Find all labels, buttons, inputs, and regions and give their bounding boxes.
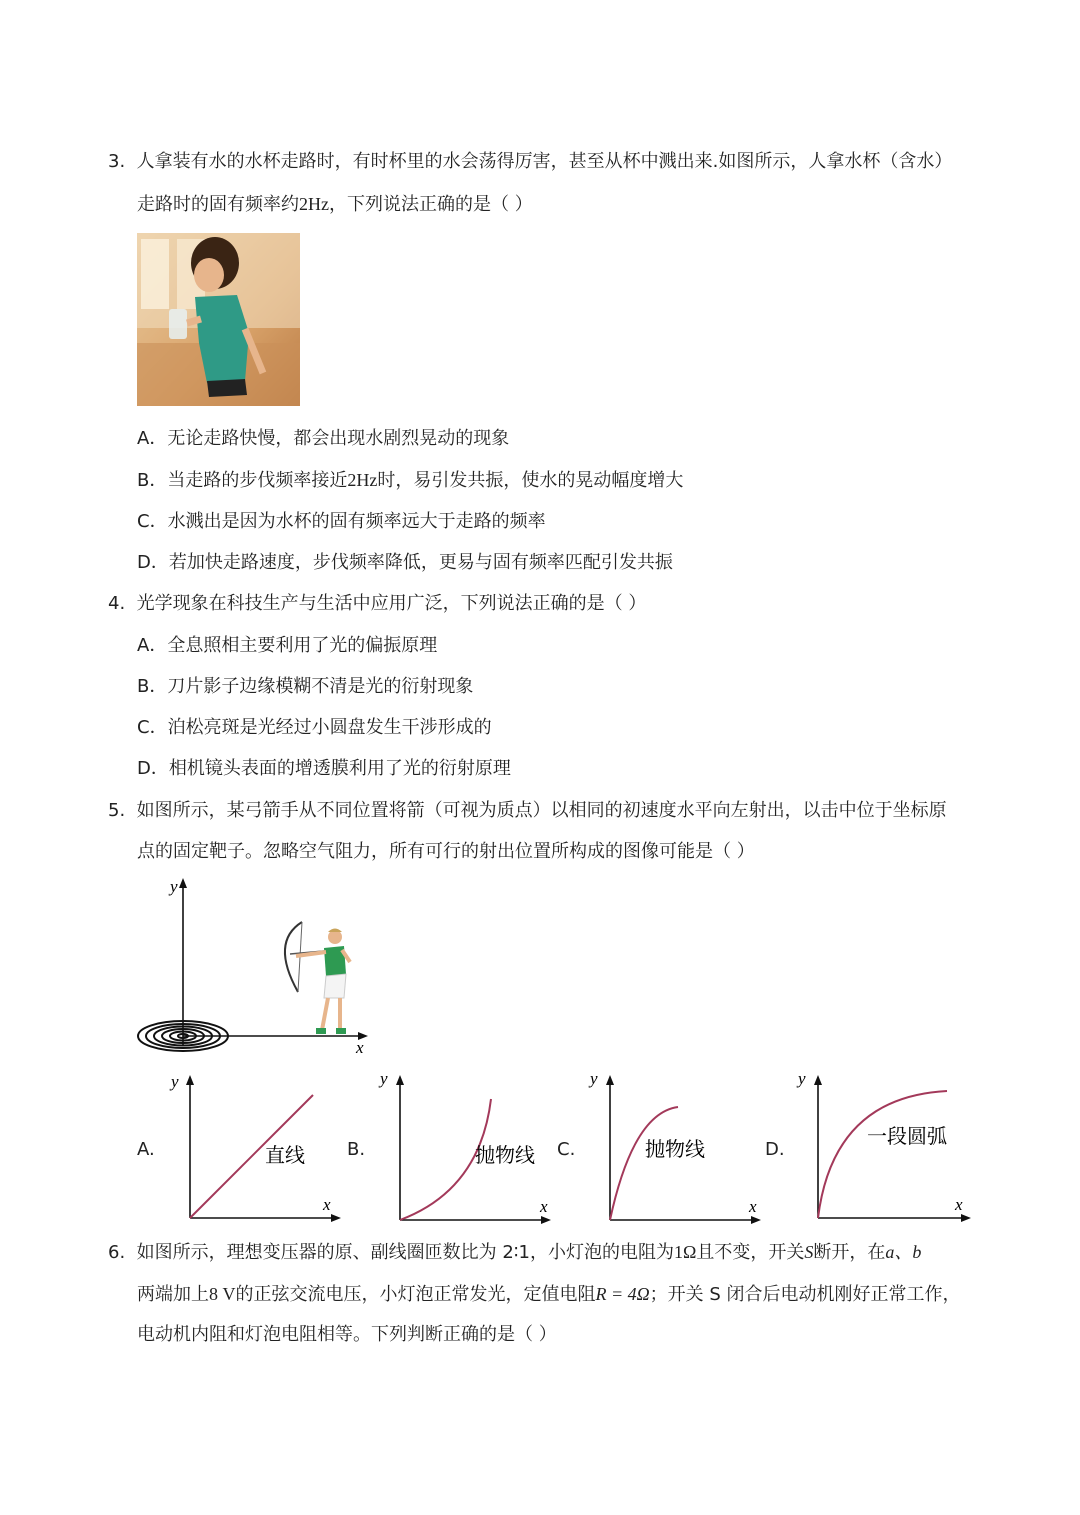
q3-text-2-post: ，下列说法正确的是（ ）	[329, 194, 533, 215]
graph-d-option: D.	[765, 1139, 785, 1160]
figure-y-label: y	[170, 877, 178, 896]
q3-option-b-frequency: 2Hz	[347, 470, 378, 490]
graph-d-arc	[818, 1091, 947, 1218]
q6-l2-c: ；开关 S 闭合后电动机刚好正常工作，	[649, 1284, 961, 1305]
graph-b-x-label: x	[540, 1197, 548, 1216]
q6-switch-s: S	[804, 1242, 814, 1262]
q4-line	[108, 592, 646, 616]
q4-option-d: D．相机镜头表面的增透膜利用了光的衍射原理	[137, 758, 511, 779]
q3-option-b	[137, 468, 683, 493]
q6-line-2	[137, 1282, 961, 1307]
q3-option-a: A．无论走路快慢，都会出现水剧烈晃动的现象	[137, 428, 510, 449]
archer-figure	[285, 922, 350, 1034]
graph-c-parabola	[610, 1107, 678, 1220]
archer-target-figure	[130, 870, 380, 1060]
graph-b-option: B.	[347, 1139, 366, 1160]
q4-option-a: A．全息照相主要利用了光的偏振原理	[137, 635, 438, 656]
q3-line-2	[137, 192, 533, 217]
q6-l2-b: 的正弦交流电压，小灯泡正常发光，定值电阻	[235, 1284, 596, 1305]
graph-c-y-label: y	[590, 1069, 598, 1088]
q3-option-b-post: 时，易引发共振，使水的晃动幅度增大	[377, 470, 684, 491]
graph-b-curve-label: 抛物线	[475, 1145, 535, 1167]
q3-text-1: 人拿装有水的水杯走路时，有时杯里的水会荡得厉害，甚至从杯中溅出来.如图所示，人拿水杯（含水）	[136, 151, 953, 172]
graph-a-curve-label: 直线	[265, 1145, 305, 1167]
q3-option-b-pre: B．当走路的步伐频率接近	[137, 470, 348, 491]
q6-line-1	[108, 1240, 921, 1265]
graph-c	[585, 1065, 765, 1230]
q3-line-1	[108, 150, 952, 174]
q4-option-c: C．泊松亮斑是光经过小圆盘发生干涉形成的	[137, 717, 492, 738]
q6-l2-a: 两端加上	[137, 1284, 209, 1305]
q6-line-3: 电动机内阻和灯泡电阻相等。下列判断正确的是（ ）	[137, 1324, 557, 1345]
graph-a-y-label: y	[171, 1072, 179, 1091]
q3-frequency: 2Hz	[299, 194, 329, 214]
q6-resistance: 1Ω	[673, 1242, 697, 1262]
graph-a-x-label: x	[323, 1195, 331, 1214]
q4-option-b: B．刀片影子边缘模糊不清是光的衍射现象	[137, 676, 474, 697]
q6-resistor-r: R = 4Ω	[595, 1284, 650, 1304]
q6-l1-b: 且不变，开关	[696, 1242, 805, 1263]
q5-text-2: 点的固定靶子。忽略空气阻力，所有可行的射出位置所构成的图像可能是（ ）	[137, 841, 755, 862]
q6-terminals-ab: a、b	[885, 1242, 922, 1262]
graph-d-y-label: y	[798, 1069, 806, 1088]
q4-number: 4.	[108, 593, 126, 614]
q6-voltage: 8 V	[209, 1284, 236, 1304]
q5-text-1: 如图所示，某弓箭手从不同位置将箭（可视为质点）以相同的初速度水平向左射出，以击中位于坐标原	[136, 800, 947, 821]
q3-number: 3.	[108, 151, 126, 172]
graph-d-curve-label: 一段圆弧	[867, 1126, 947, 1148]
q5-number: 5.	[108, 800, 126, 821]
figure-x-label: x	[356, 1038, 364, 1057]
q3-text-2-pre: 走路时的固有频率约	[137, 194, 299, 215]
q5-line-1	[108, 799, 947, 823]
graph-c-x-label: x	[749, 1197, 757, 1216]
q6-l1-a: 如图所示，理想变压器的原、副线圈匝数比为 2∶1，小灯泡的电阻为	[136, 1242, 674, 1263]
q6-number: 6.	[108, 1242, 126, 1263]
q3-option-c: C．水溅出是因为水杯的固有频率远大于走路的频率	[137, 511, 546, 532]
q6-l1-c: 断开，在	[813, 1242, 886, 1263]
graph-b-y-label: y	[380, 1069, 388, 1088]
graph-d	[793, 1065, 975, 1230]
graph-b	[375, 1065, 555, 1230]
graph-c-curve-label: 抛物线	[645, 1139, 705, 1161]
graph-c-option: C.	[557, 1139, 576, 1160]
q4-text: 光学现象在科技生产与生活中应用广泛，下列说法正确的是（ ）	[136, 593, 647, 614]
q3-option-d: D．若加快走路速度，步伐频率降低，更易与固有频率匹配引发共振	[137, 552, 673, 573]
graph-d-x-label: x	[955, 1195, 963, 1214]
graph-a	[165, 1065, 345, 1230]
graph-a-option: A.	[137, 1139, 155, 1160]
child-with-cup-photo	[137, 233, 300, 406]
